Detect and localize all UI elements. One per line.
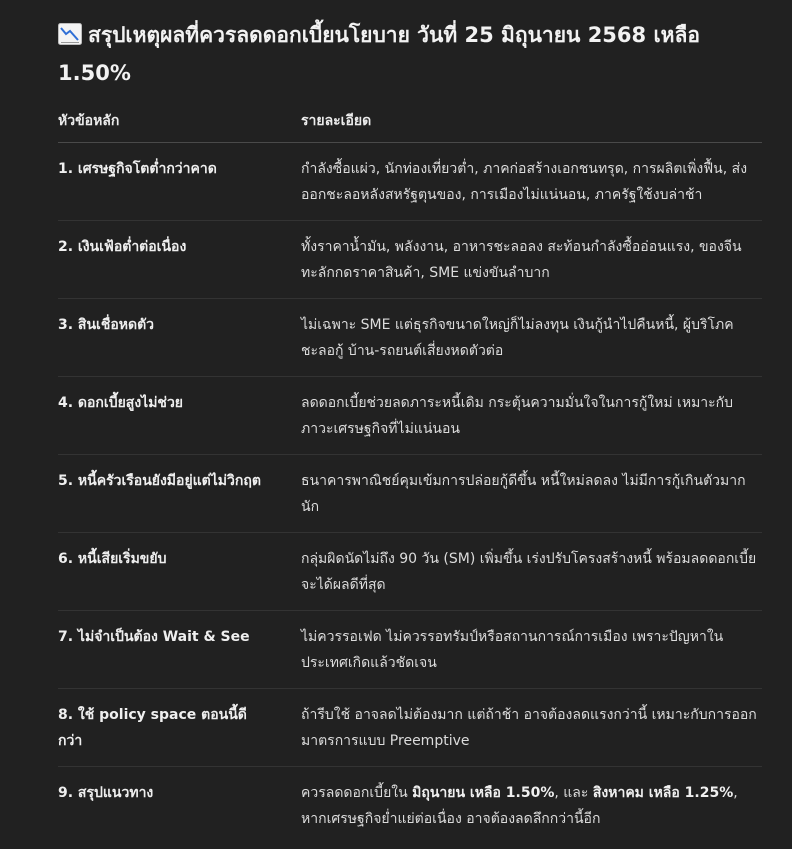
row-topic: 4. ดอกเบี้ยสูงไม่ช่วย bbox=[58, 377, 301, 455]
detail-highlight-august: สิงหาคม เหลือ 1.25% bbox=[592, 785, 734, 801]
row-topic: 1. เศรษฐกิจโตต่ำกว่าคาด bbox=[58, 143, 301, 221]
row-detail: กลุ่มผิดนัดไม่ถึง 90 วัน (SM) เพิ่มขึ้น เร่งปรับโครงสร้างหนี้ พร้อมลดดอกเบี้ยจะได้ผลดีที่สุด bbox=[301, 533, 762, 611]
reasons-table bbox=[58, 110, 762, 844]
column-header-detail: รายละเอียด bbox=[301, 110, 762, 143]
detail-highlight-june: มิถุนายน เหลือ 1.50% bbox=[412, 785, 555, 801]
chart-decreasing-icon bbox=[58, 19, 82, 41]
row-topic: 7. ไม่จำเป็นต้อง Wait & See bbox=[58, 611, 301, 689]
row-detail: ไม่ควรรอเฟด ไม่ควรรอทรัมป์หรือสถานการณ์การเมือง เพราะปัญหาในประเทศเกิดแล้วชัดเจน bbox=[301, 611, 762, 689]
row-detail: กำลังซื้อแผ่ว, นักท่องเที่ยวต่ำ, ภาคก่อสร้างเอกชนทรุด, การผลิตเพิ่งฟื้น, ส่งออกชะลอหลังสหรัฐตุนของ, การเมืองไม่แน่นอน, ภาครัฐใช้งบล่าช้า bbox=[301, 143, 762, 221]
row-detail bbox=[301, 767, 762, 845]
row-detail: ถ้ารีบใช้ อาจลดไม่ต้องมาก แต่ถ้าช้า อาจต้องลดแรงกว่านี้ เหมาะกับการออกมาตรการแบบ Preemptive bbox=[301, 689, 762, 767]
page-title bbox=[58, 16, 762, 92]
table-row bbox=[58, 221, 762, 299]
row-topic: 3. สินเชื่อหดตัว bbox=[58, 299, 301, 377]
table-row bbox=[58, 533, 762, 611]
detail-text: , หากเศรษฐกิจย่ำแย่ต่อเนื่อง อาจต้องลดลึกกว่านี้อีก bbox=[301, 785, 738, 827]
table-row bbox=[58, 455, 762, 533]
row-topic: 6. หนี้เสียเริ่มขยับ bbox=[58, 533, 301, 611]
row-detail: ไม่เฉพาะ SME แต่ธุรกิจขนาดใหญ่ก็ไม่ลงทุน เงินกู้นำไปคืนหนี้, ผู้บริโภคชะลอกู้ บ้าน-รถยนต์เสี่ยงหดตัวต่อ bbox=[301, 299, 762, 377]
detail-text: , และ bbox=[554, 785, 593, 801]
row-topic: 2. เงินเฟ้อต่ำต่อเนื่อง bbox=[58, 221, 301, 299]
table-row bbox=[58, 689, 762, 767]
row-topic: 8. ใช้ policy space ตอนนี้ดีกว่า bbox=[58, 689, 301, 767]
title-text: สรุปเหตุผลที่ควรลดดอกเบี้ยนโยบาย วันที่ 25 มิถุนายน 2568 เหลือ 1.50% bbox=[58, 23, 700, 85]
table-row bbox=[58, 143, 762, 221]
row-detail: ลดดอกเบี้ยช่วยลดภาระหนี้เดิม กระตุ้นความมั่นใจในการกู้ใหม่ เหมาะกับภาวะเศรษฐกิจที่ไม่แน่นอน bbox=[301, 377, 762, 455]
row-detail: ทั้งราคาน้ำมัน, พลังงาน, อาหารชะลอลง สะท้อนกำลังซื้ออ่อนแรง, ของจีนทะลักกดราคาสินค้า, SME แข่งขันลำบาก bbox=[301, 221, 762, 299]
column-header-topic: หัวข้อหลัก bbox=[58, 110, 301, 143]
table-row bbox=[58, 611, 762, 689]
row-topic: 5. หนี้ครัวเรือนยังมีอยู่แต่ไม่วิกฤต bbox=[58, 455, 301, 533]
row-detail: ธนาคารพาณิชย์คุมเข้มการปล่อยกู้ดีขึ้น หนี้ใหม่ลดลง ไม่มีการกู้เกินตัวมากนัก bbox=[301, 455, 762, 533]
table-header-row bbox=[58, 110, 762, 143]
table-row bbox=[58, 767, 762, 845]
row-topic: 9. สรุปแนวทาง bbox=[58, 785, 154, 801]
table-row bbox=[58, 377, 762, 455]
table-row bbox=[58, 299, 762, 377]
detail-text: ควรลดดอกเบี้ยใน bbox=[301, 785, 413, 801]
